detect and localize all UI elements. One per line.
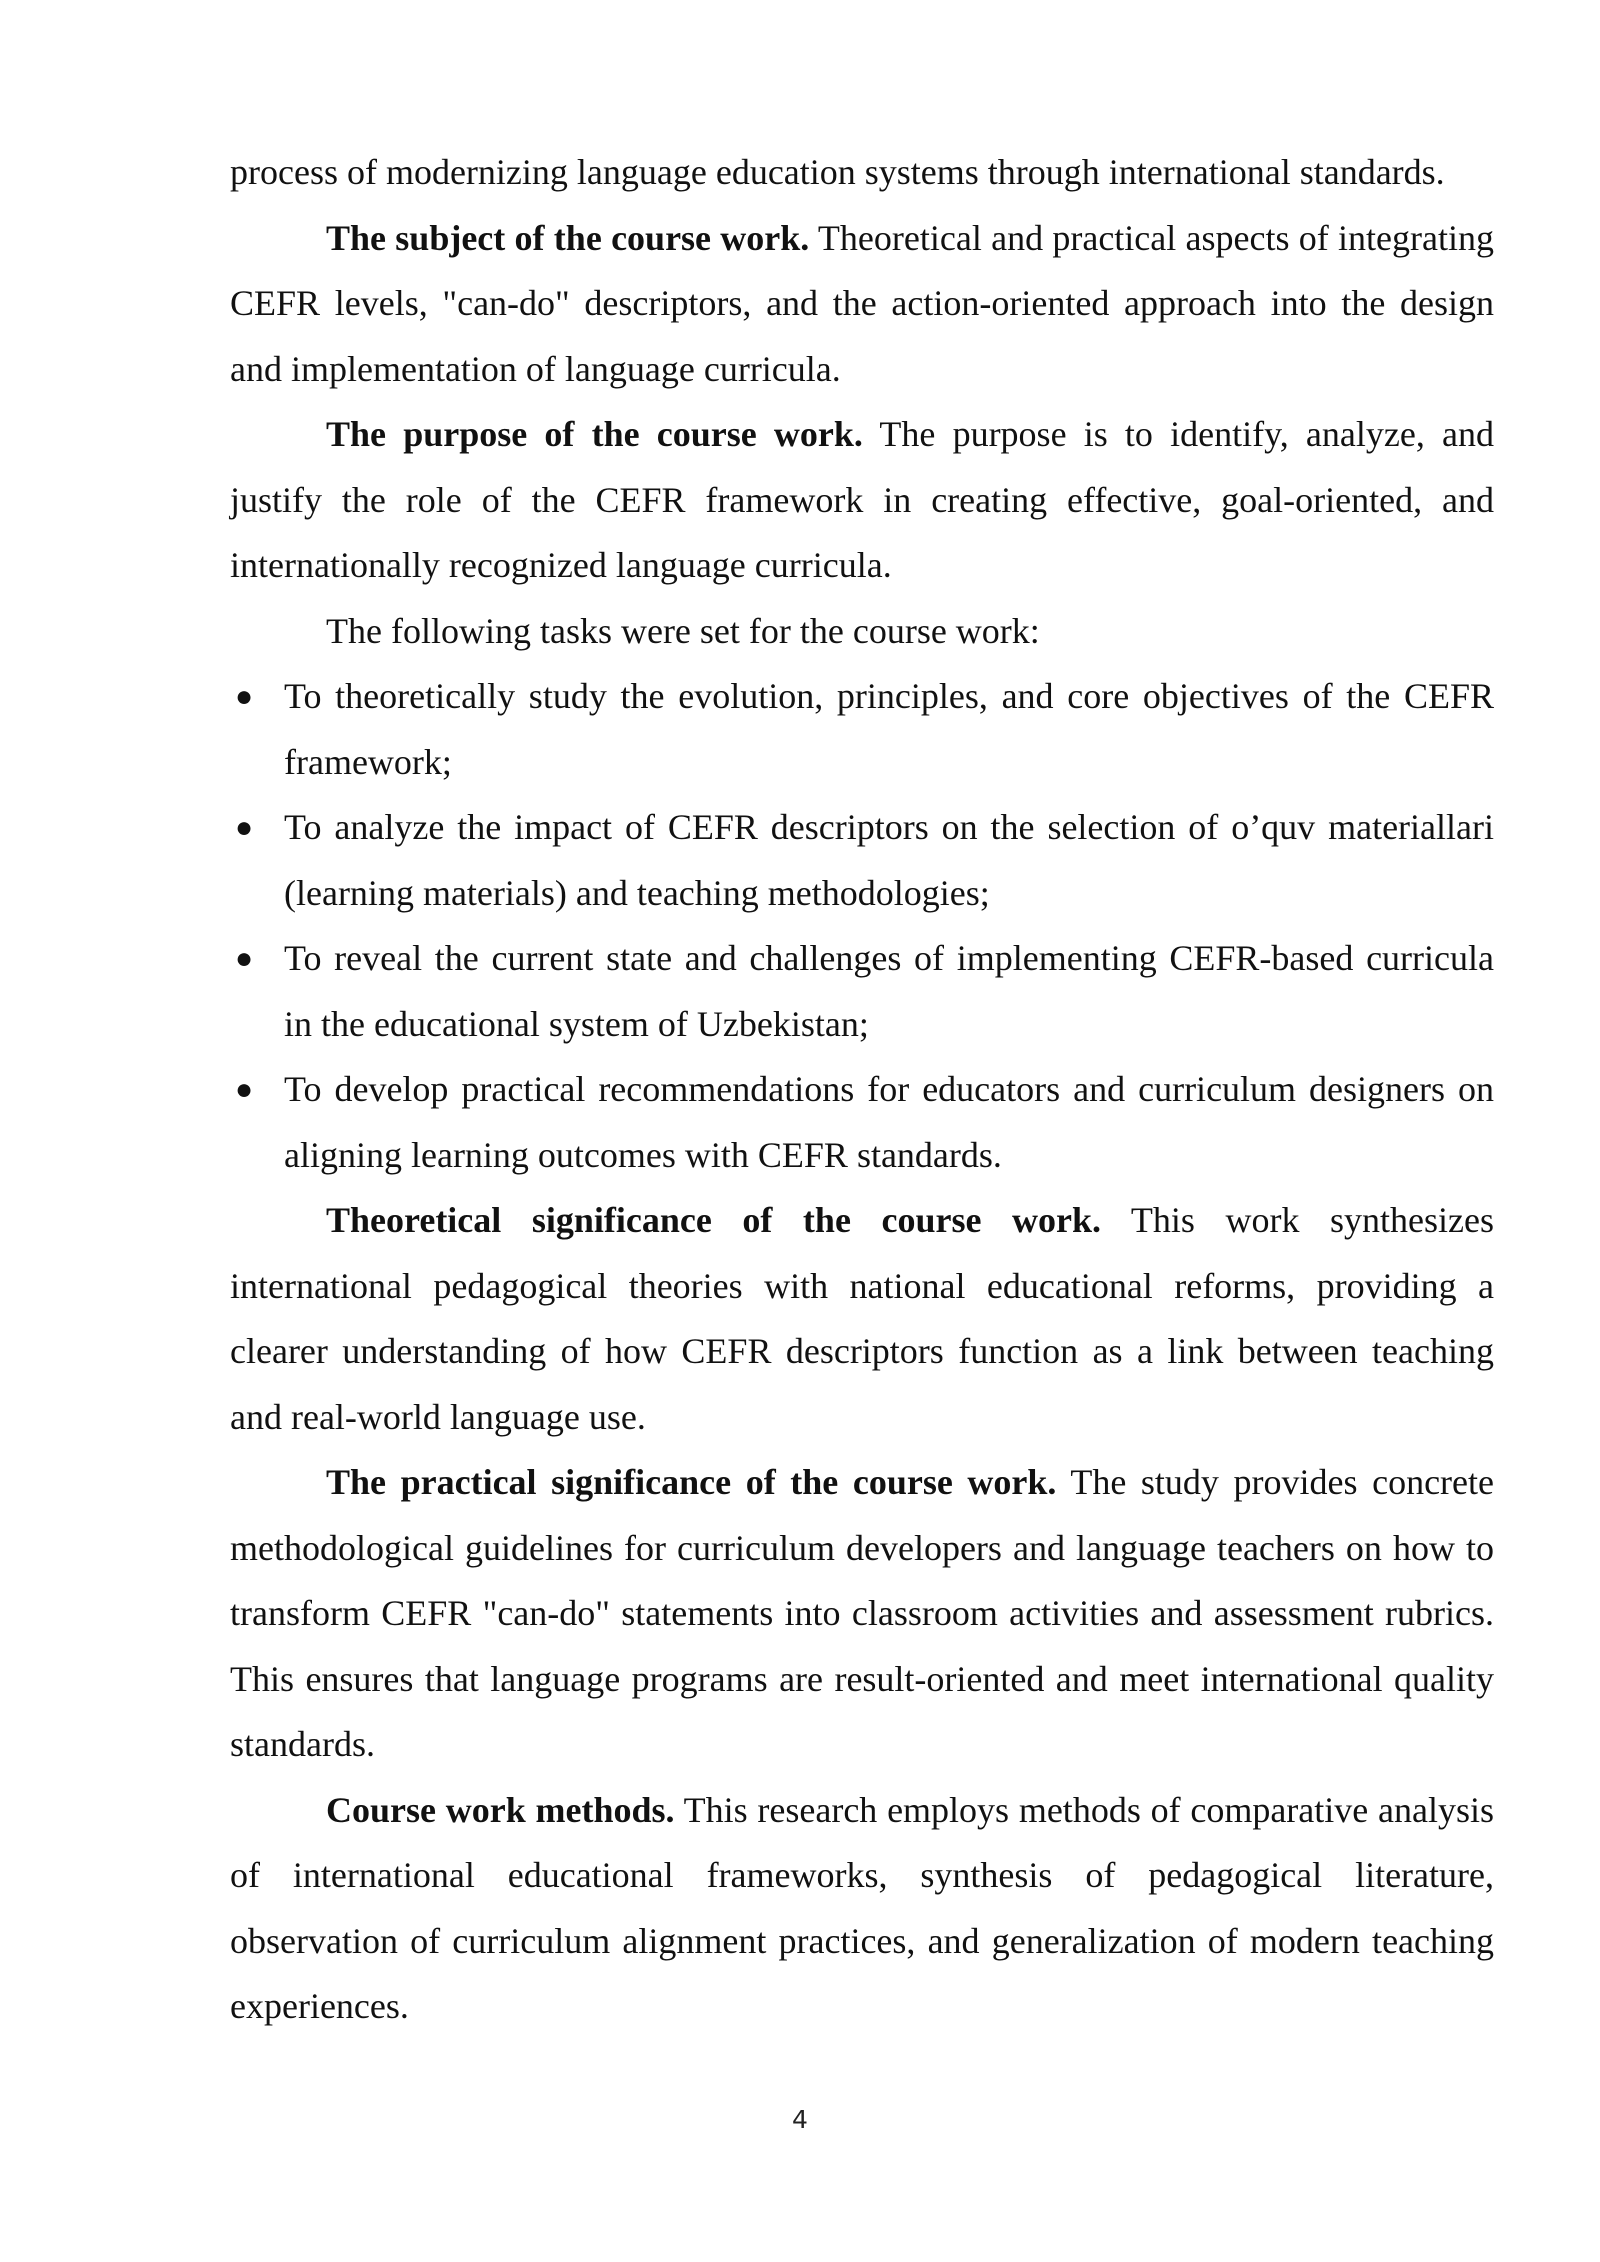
bullet-icon: ● [235, 942, 254, 975]
theoretical-significance-text: This work synthesizes international pedagogical theories with national educational reforms, providing a clearer understanding of how CEFR descriptors function as a link between teaching and real-world language use. [230, 1200, 1494, 1437]
task-text: To theoretically study the evolution, principles, and core objectives of the CEFR framework; [284, 676, 1494, 782]
task-text: To develop practical recommendations for educators and curriculum designers on aligning learning outcomes with CEFR standards. [284, 1069, 1494, 1175]
document-page [230, 140, 1494, 2040]
purpose-paragraph [230, 402, 1494, 599]
task-text: To analyze the impact of CEFR descriptors on the selection of o’quv materiallari (learning materials) and teaching methodologies; [284, 807, 1494, 913]
opening-paragraph: process of modernizing language education systems through international standards. [230, 152, 1445, 192]
methods-heading: Course work methods. [326, 1789, 675, 1830]
list-item [230, 664, 1494, 795]
theoretical-significance-heading: Theoretical significance of the course work. [326, 1200, 1102, 1240]
bullet-icon: ● [235, 680, 254, 713]
subject-paragraph [230, 206, 1494, 403]
methods-text: This research employs methods of comparative analysis of international educational frameworks, synthesis of pedagogical literature, observation of curriculum alignment practices, and generalization of modern teaching experiences. [230, 1789, 1494, 2026]
list-item [230, 795, 1494, 926]
bullet-icon: ● [235, 811, 254, 844]
practical-significance-heading: The practical significance of the course work. [326, 1462, 1057, 1502]
practical-significance-paragraph [230, 1450, 1494, 1778]
bullet-icon: ● [235, 1073, 254, 1106]
theoretical-significance-paragraph [230, 1188, 1494, 1450]
purpose-text: The purpose is to identify, analyze, and justify the role of the CEFR framework in creating effective, goal-oriented, and internationally recognized language curricula. [230, 414, 1494, 585]
page-number: 4 [792, 2105, 808, 2134]
practical-significance-text: The study provides concrete methodological guidelines for curriculum developers and language teachers on how to transform CEFR "can-do" statements into classroom activities and assessment rubrics. This ensures that language programs are result-oriented and meet international quality standards. [230, 1462, 1494, 1764]
subject-heading: The subject of the course work. [326, 217, 810, 258]
methods-paragraph [230, 1778, 1494, 2040]
tasks-intro: The following tasks were set for the course work: [326, 610, 1040, 651]
subject-text: Theoretical and practical aspects of integrating CEFR levels, "can-do" descriptors, and the action-oriented approach into the design and implementation of language curricula. [230, 217, 1494, 389]
list-item [230, 926, 1494, 1057]
task-text: To reveal the current state and challenges of implementing CEFR-based curricula in the educational system of Uzbekistan; [284, 938, 1494, 1044]
tasks-list [230, 664, 1494, 1188]
purpose-heading: The purpose of the course work. [326, 414, 863, 454]
list-item [230, 1057, 1494, 1188]
